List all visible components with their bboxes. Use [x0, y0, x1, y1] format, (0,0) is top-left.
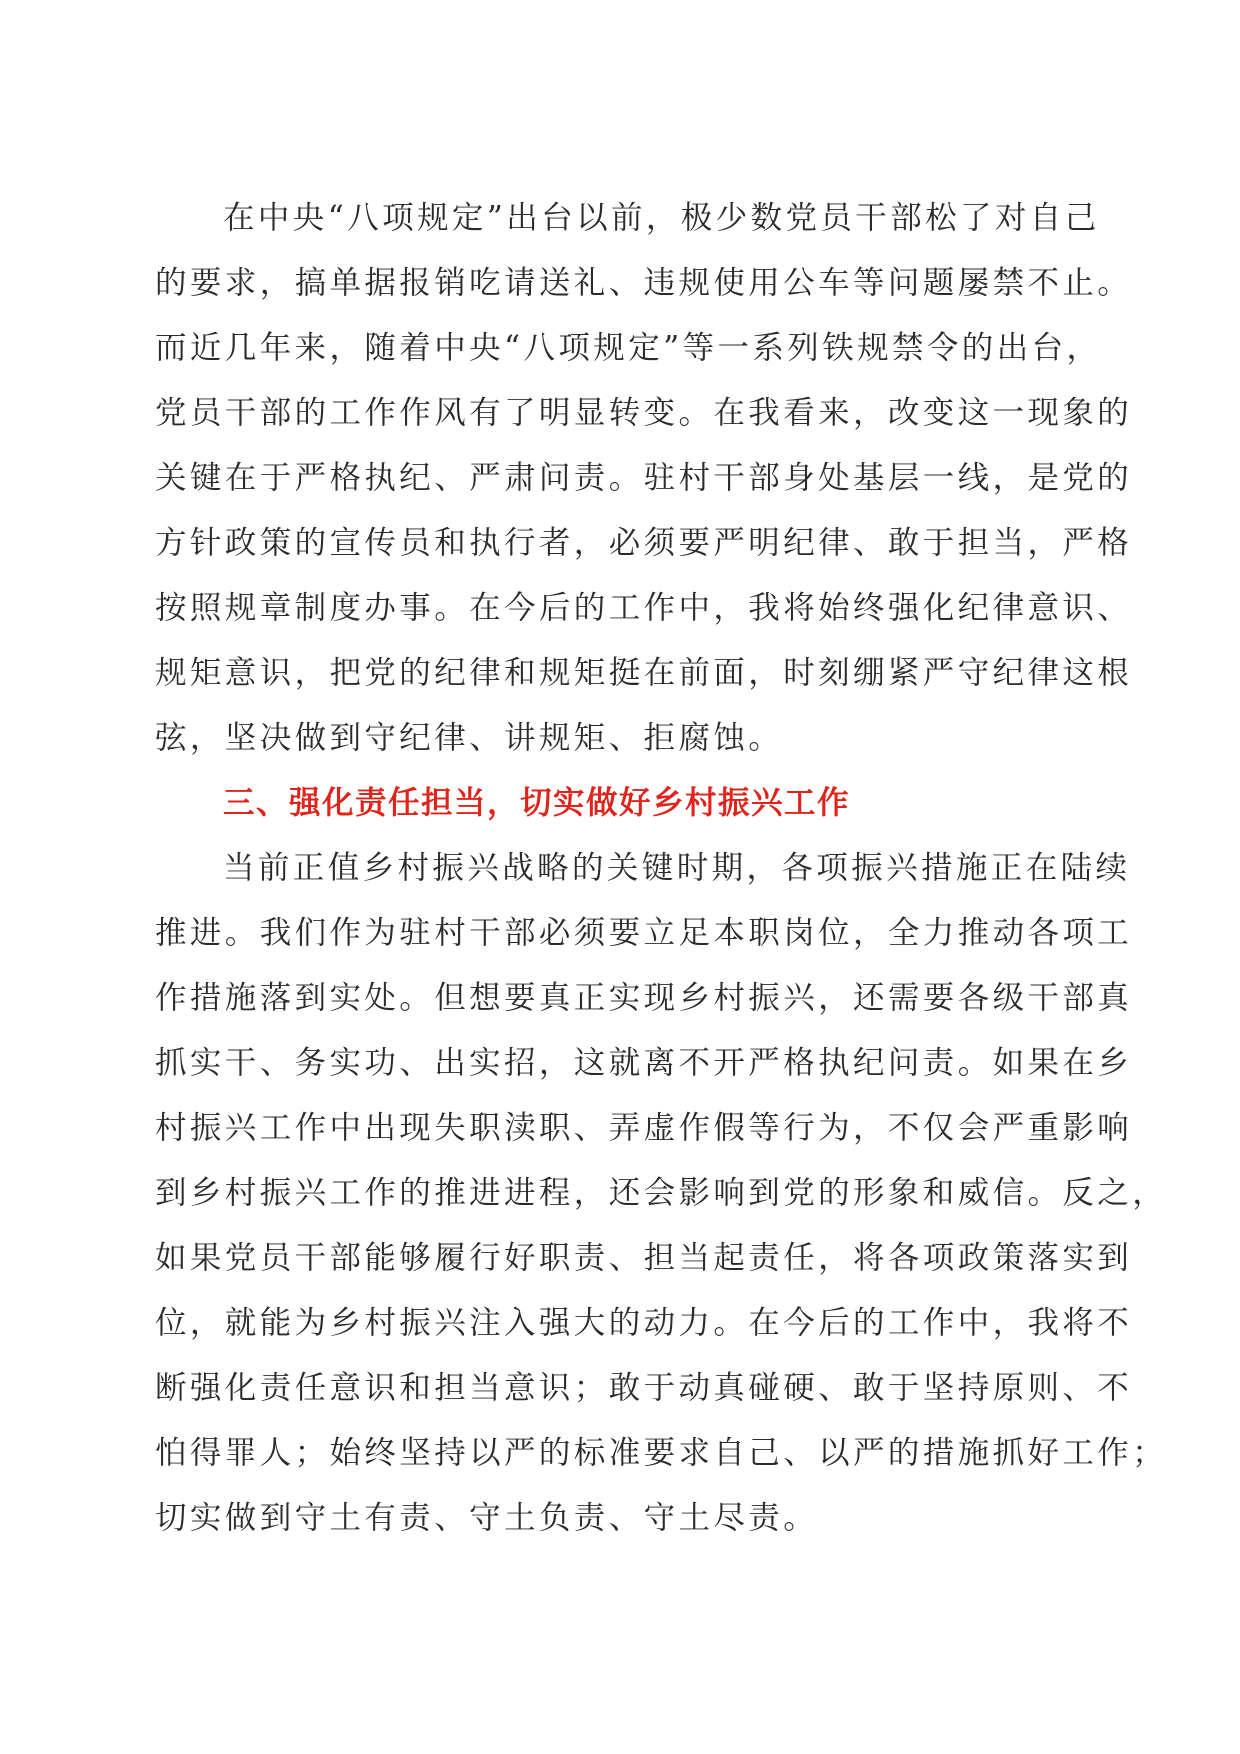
text-line: 在中央“八项规定”出台以前，极少数党员干部松了对自己 [223, 200, 1100, 236]
text-line: 按照规章制度办事。在今后的工作中，我将始终强化纪律意识、 [155, 590, 1133, 626]
text-line: 规矩意识，把党的纪律和规矩挺在前面，时刻绷紧严守纪律这根 [155, 655, 1133, 691]
text-line: 党员干部的工作作风有了明显转变。在我看来，改变这一现象的 [155, 395, 1133, 431]
text-line: 的要求，搞单据报销吃请送礼、违规使用公车等问题屡禁不止。 [155, 265, 1133, 301]
text-line: 到乡村振兴工作的推进进程，还会影响到党的形象和威信。反之， [155, 1175, 1168, 1211]
text-line: 作措施落到实处。但想要真正实现乡村振兴，还需要各级干部真 [155, 980, 1133, 1016]
text-line: 切实做到守土有责、守土负责、守土尽责。 [155, 1500, 819, 1536]
text-line: 而近几年来，随着中央“八项规定”等一系列铁规禁令的出台， [155, 330, 1102, 366]
paragraph-2 [155, 836, 1168, 1551]
text-line: 推进。我们作为驻村干部必须要立足本职岗位，全力推动各项工 [155, 915, 1133, 951]
text-line: 断强化责任意识和担当意识；敢于动真碰硬、敢于坚持原则、不 [155, 1370, 1133, 1406]
text-line: 怕得罪人；始终坚持以严的标准要求自己、以严的措施抓好工作； [155, 1435, 1168, 1471]
text-line: 如果党员干部能够履行好职责、担当起责任，将各项政策落实到 [155, 1240, 1133, 1276]
text-line: 村振兴工作中出现失职渎职、弄虚作假等行为，不仅会严重影响 [155, 1110, 1133, 1146]
text-line: 抓实干、务实功、出实招，这就离不开严格执纪问责。如果在乡 [155, 1045, 1133, 1081]
document-body [155, 186, 1168, 1551]
text-line: 弦，坚决做到守纪律、讲规矩、拒腐蚀。 [155, 720, 784, 756]
paragraph-1 [155, 186, 1133, 771]
text-line: 方针政策的宣传员和执行者，必须要严明纪律、敢于担当，严格 [155, 525, 1133, 561]
text-line: 关键在于严格执纪、严肃问责。驻村干部身处基层一线，是党的 [155, 460, 1133, 496]
text-line: 位，就能为乡村振兴注入强大的动力。在今后的工作中，我将不 [155, 1305, 1133, 1341]
section-heading-3: 三、强化责任担当，切实做好乡村振兴工作 [223, 785, 851, 821]
text-line: 当前正值乡村振兴战略的关键时期，各项振兴措施正在陆续 [223, 850, 1131, 886]
